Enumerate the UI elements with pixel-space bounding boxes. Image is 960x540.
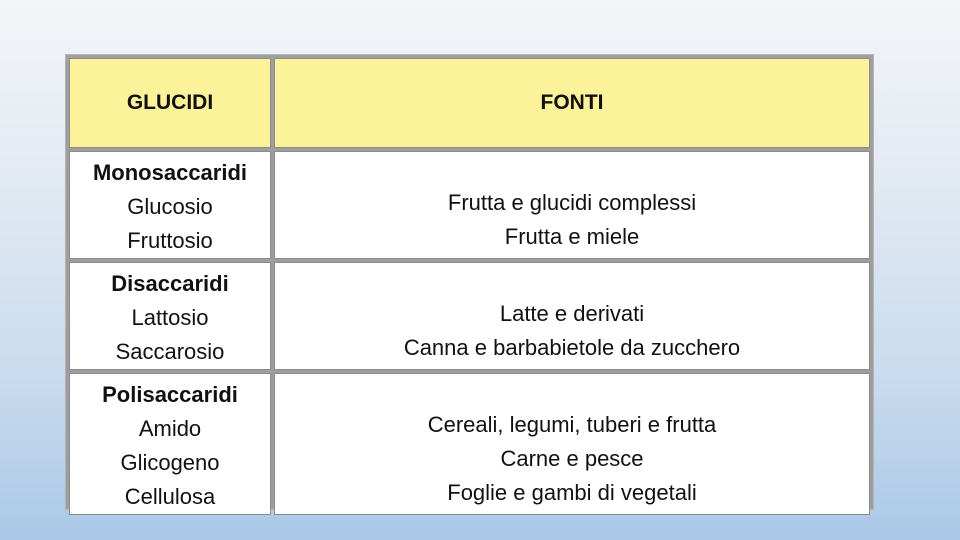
glucide-item: Glucosio (127, 194, 213, 219)
glucide-item: Cellulosa (124, 484, 216, 509)
category-label: Disaccaridi (111, 271, 229, 296)
glucide-item: Amido (138, 416, 202, 441)
glucide-item: Fruttosio (127, 228, 213, 253)
category-label: Monosaccaridi (92, 160, 248, 185)
glucide-item: Saccarosio (115, 339, 225, 364)
source-item: Carne e pesce (500, 446, 644, 471)
table-header-row (69, 58, 870, 148)
table-row-monosaccaridi (69, 151, 870, 259)
glucidi-cell (69, 262, 271, 370)
glucide-item: Lattosio (131, 305, 209, 330)
table-row-disaccaridi (69, 262, 870, 370)
header-fonti: FONTI (274, 58, 870, 148)
fonti-cell (274, 373, 870, 515)
table-grid (66, 55, 873, 518)
glucidi-cell (69, 373, 271, 515)
glucidi-cell (69, 151, 271, 259)
source-item: Frutta e miele (504, 224, 640, 249)
source-item: Canna e barbabietole da zucchero (403, 335, 741, 360)
fonti-cell (274, 262, 870, 370)
header-glucidi: GLUCIDI (69, 58, 271, 148)
glucide-item: Glicogeno (120, 450, 220, 475)
source-item: Latte e derivati (499, 301, 645, 326)
source-item: Frutta e glucidi complessi (447, 190, 697, 215)
fonti-cell (274, 151, 870, 259)
source-item: Foglie e gambi di vegetali (447, 480, 697, 505)
source-item: Cereali, legumi, tuberi e frutta (427, 412, 717, 437)
carbohydrates-table (65, 54, 874, 510)
category-label: Polisaccaridi (102, 382, 238, 407)
table-row-polisaccaridi (69, 373, 870, 515)
